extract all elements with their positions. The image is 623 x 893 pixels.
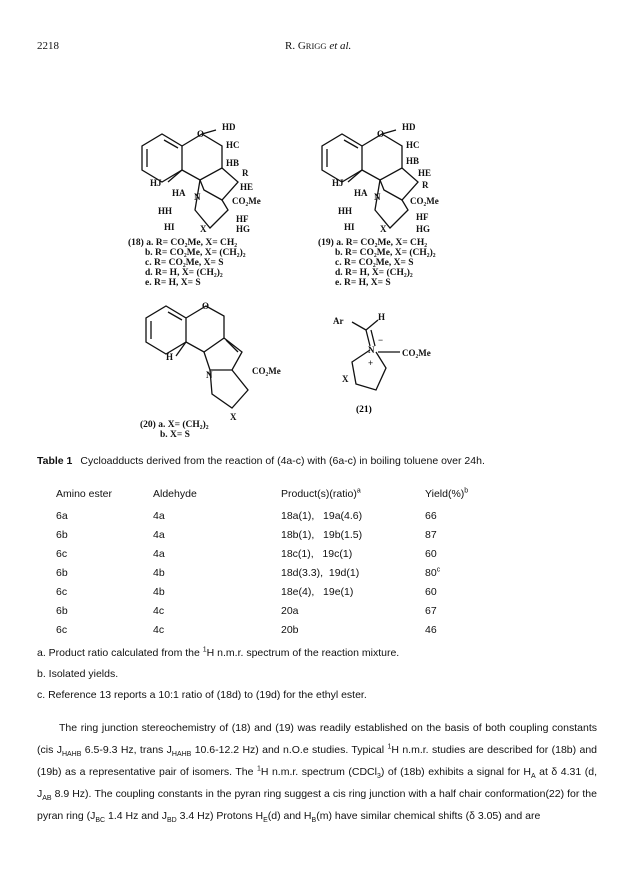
cpd18-line-c: c. R= CO₂Me, X= S bbox=[145, 258, 224, 268]
atom-HE: HE bbox=[418, 168, 432, 178]
table-label: Table 1 bbox=[37, 455, 73, 467]
atom-O: O bbox=[377, 129, 385, 139]
footnote-a: a. Product ratio calculated from the $^1$H n.m.r. spectrum of the reaction mixture. bbox=[37, 646, 400, 659]
atom-HG: HG bbox=[236, 224, 251, 234]
structure-20 bbox=[146, 306, 248, 408]
atom-O: O bbox=[202, 301, 210, 311]
body-paragraph: The ring junction stereochemistry of (18) and (19) was readily established on the basis of both coupling constants (cis $J_{HAHB}$ 6.5-9.3 Hz, trans $J_{HAHB}$ 10.6-12.2 Hz) and n.O.e studies. Typical $^1$H n.m.r. studies are described for (18b) and (19b) as a representative pair of isomers. The $^1$H n.m.r. spectrum (CDCl$_3$) of (18b) exhibits a signal for $H_A$ at δ 4.31 (d, $J_{AB}$ 8.9 Hz). The coupling constants in the pyran ring suggest a cis ring junction with a half chair conformation(22) for the pyran ring ($J_{BC}$ 1.4 Hz and $J_{BD}$ 3.4 Hz) Protons $H_E(d)$ and $H_B(m)$ have similar chemical shifts (δ 3.05) and are bbox=[37, 722, 598, 825]
footnote-c: c. Reference 13 reports a 10:1 ratio of (18d) to (19d) for the ethyl ester. bbox=[37, 689, 367, 701]
table-row: 6c 4c 20b 46 bbox=[56, 624, 437, 636]
page-number: 2218 bbox=[37, 40, 59, 52]
table-row: 6c 4b 18e(4), 19e(1) 60 bbox=[56, 586, 437, 598]
atom-N: N bbox=[374, 192, 381, 202]
header-amino-ester: Amino ester bbox=[56, 488, 113, 500]
atom-HG: HG bbox=[416, 224, 431, 234]
cpd19-line-c: c. R= CO₂Me, X= S bbox=[335, 258, 414, 268]
author-etal: et al. bbox=[329, 40, 352, 52]
header-yield: Yield(%)$^b$ bbox=[425, 487, 469, 500]
cpd18-line-e: e. R= H, X= S bbox=[145, 278, 201, 288]
cpd19-line-d: d. R= H, X= (CH₂)₂ bbox=[335, 268, 413, 278]
atom-X: X bbox=[230, 412, 237, 422]
atom-HC: HC bbox=[406, 140, 420, 150]
atom-HC: HC bbox=[226, 140, 240, 150]
atom-O: O bbox=[197, 129, 205, 139]
cpd20-line-a: (20) a. X= (CH₂)₂ bbox=[140, 420, 209, 430]
atom-HI: HI bbox=[344, 222, 355, 232]
structure-21 bbox=[352, 320, 400, 390]
atom-HA: HA bbox=[354, 188, 368, 198]
atom-CO2Me: CO₂Me bbox=[252, 366, 281, 376]
reaction-scheme bbox=[0, 0, 623, 445]
author-main: R. G bbox=[285, 40, 306, 52]
cpd21-label: (21) bbox=[356, 405, 372, 415]
table-caption-text: Cycloadducts derived from the reaction of (4a-c) with (6a-c) in boiling toluene over 24h. bbox=[80, 455, 485, 467]
atom-CO2Me: CO₂Me bbox=[402, 348, 431, 358]
atom-minus: − bbox=[378, 335, 384, 345]
table-header-row bbox=[56, 488, 468, 510]
atom-plus: + bbox=[368, 358, 374, 368]
atom-HH: HH bbox=[338, 206, 353, 216]
atom-N: N bbox=[206, 370, 213, 380]
table-row: 6c 4a 18c(1), 19c(1) 60 bbox=[56, 548, 437, 560]
author-small: RIGG bbox=[305, 41, 327, 51]
atom-H: H bbox=[166, 352, 174, 362]
atom-Ar: Ar bbox=[333, 316, 344, 326]
header-products: Product(s)(ratio)$^a$ bbox=[281, 487, 361, 500]
cpd20-line-b: b. X= S bbox=[160, 430, 190, 440]
atom-HF: HF bbox=[416, 212, 429, 222]
header-aldehyde: Aldehyde bbox=[153, 488, 197, 500]
atom-H: H bbox=[378, 312, 386, 322]
atom-HB: HB bbox=[226, 158, 240, 168]
atom-R: R bbox=[242, 168, 249, 178]
atom-HA: HA bbox=[172, 188, 186, 198]
atom-HJ: HJ bbox=[150, 178, 162, 188]
atom-HF: HF bbox=[236, 214, 249, 224]
table-row: 6a 4a 18a(1), 19a(4.6) 66 bbox=[56, 510, 437, 522]
atom-X: X bbox=[342, 374, 349, 384]
table-row: 6b 4b 18d(3.3), 19d(1) 80$^c$ bbox=[56, 566, 441, 579]
footnote-b: b. Isolated yields. bbox=[37, 668, 119, 680]
table-caption bbox=[37, 455, 485, 467]
data-table bbox=[56, 488, 468, 643]
atom-HB: HB bbox=[406, 156, 420, 166]
atom-HI: HI bbox=[164, 222, 175, 232]
table-row: 6b 4a 18b(1), 19b(1.5) 87 bbox=[56, 529, 437, 541]
atom-HE: HE bbox=[240, 182, 254, 192]
atom-N: N bbox=[194, 192, 201, 202]
table-row: 6b 4c 20a 67 bbox=[56, 605, 437, 617]
atom-X: X bbox=[380, 224, 387, 234]
atom-R: R bbox=[422, 180, 429, 190]
atom-CO2Me: CO₂Me bbox=[232, 196, 261, 206]
cpd18-line-a: (18) a. R= CO₂Me, X= CH₂ bbox=[128, 238, 238, 248]
cpd18-line-b: b. R= CO₂Me, X= (CH₂)₂ bbox=[145, 248, 246, 258]
atom-HD: HD bbox=[402, 122, 416, 132]
cpd18-line-d: d. R= H, X= (CH₂)₂ bbox=[145, 268, 223, 278]
atom-HD: HD bbox=[222, 122, 236, 132]
cpd19-line-a: (19) a. R= CO₂Me, X= CH₂ bbox=[318, 238, 428, 248]
atom-N: N bbox=[368, 345, 375, 355]
cpd19-line-e: e. R= H, X= S bbox=[335, 278, 391, 288]
atom-HH: HH bbox=[158, 206, 173, 216]
cpd19-line-b: b. R= CO₂Me, X= (CH₂)₂ bbox=[335, 248, 436, 258]
atom-HJ: HJ bbox=[332, 178, 344, 188]
atom-CO2Me: CO₂Me bbox=[410, 196, 439, 206]
atom-X: X bbox=[200, 224, 207, 234]
